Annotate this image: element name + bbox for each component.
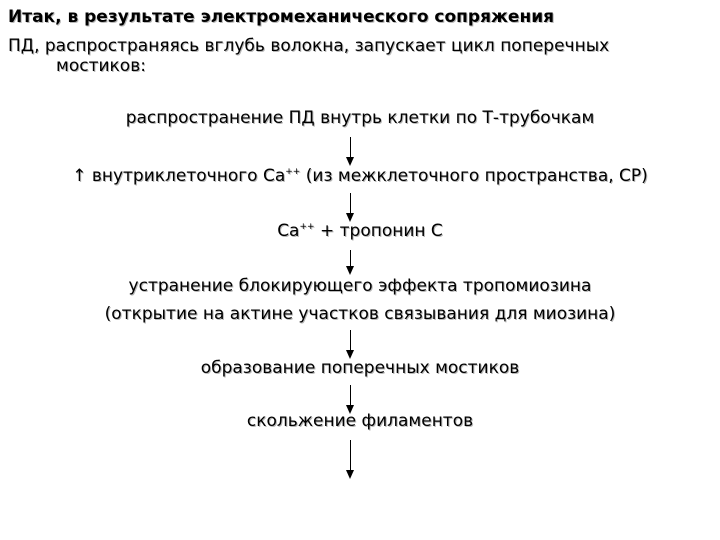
step-2-suffix: (из межклеточного пространства, СР) <box>300 166 648 186</box>
step-3-calcium-troponin <box>0 221 720 241</box>
step-2-prefix: ↑ внутриклеточного Са <box>72 166 286 186</box>
step-4-line-2: (открытие на актине участков связывания для миозина) <box>104 304 616 324</box>
step-5-cross-bridges: образование поперечных мостиков <box>200 358 520 378</box>
step-3-superscript: ++ <box>299 222 315 232</box>
step-3-prefix: Са <box>277 221 300 241</box>
slide-title: Итак, в результате электромеханического сопряжения <box>8 7 555 27</box>
step-2-superscript: ++ <box>285 167 301 177</box>
intro-line-1: ПД, распространяясь вглубь волокна, запускает цикл поперечных <box>8 36 610 56</box>
step-2-calcium-increase <box>0 166 720 186</box>
intro-line-2: мостиков: <box>56 56 146 76</box>
step-3-suffix: + тропонин С <box>314 221 443 241</box>
step-6-filament-sliding: скольжение филаментов <box>246 411 474 431</box>
step-4-line-1: устранение блокирующего эффекта тропомиозина <box>128 276 592 296</box>
step-1-ap-propagation: распространение ПД внутрь клетки по Т-трубочкам <box>125 108 595 128</box>
